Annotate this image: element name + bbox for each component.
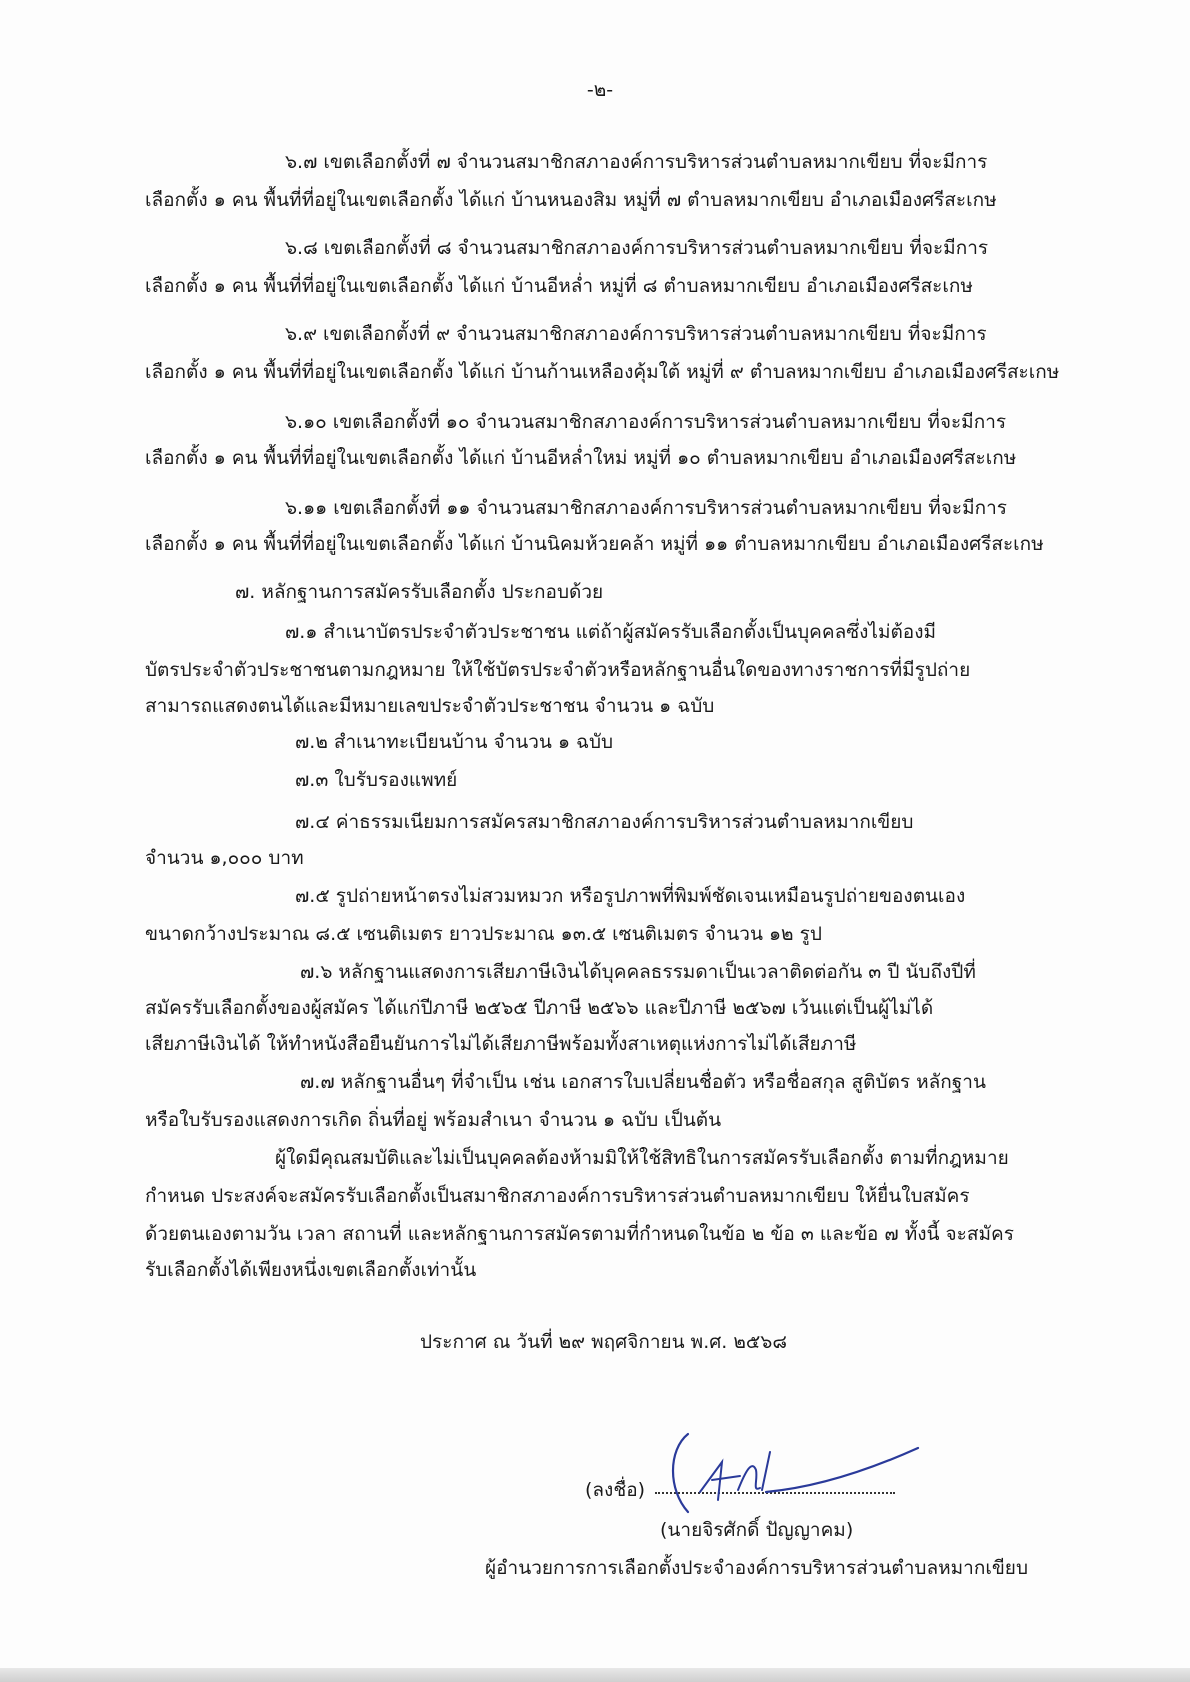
- announce-date: ประกาศ ณ วันที่ ๒๙ พฤศจิกายน พ.ศ. ๒๕๖๘: [420, 1331, 787, 1353]
- section7-heading: ๗. หลักฐานการสมัครรับเลือกตั้ง ประกอบด้วย: [235, 581, 604, 603]
- signer-name: (นายจิรศักดิ์ ปัญญาคม): [660, 1519, 854, 1541]
- zone-7-line1: ๖.๗ เขตเลือกตั้งที่ ๗ จำนวนสมาชิกสภาองค์การบริหารส่วนตำบลหมากเขียบ ที่จะมีการ: [285, 151, 988, 173]
- closing-line3: ด้วยตนเองตามวัน เวลา สถานที่ และหลักฐานการสมัครตามที่กำหนดในข้อ ๒ ข้อ ๓ และข้อ ๗ ทั้งนี้ จะสมัคร: [145, 1223, 1014, 1245]
- zone-9-line1: ๖.๙ เขตเลือกตั้งที่ ๙ จำนวนสมาชิกสภาองค์การบริหารส่วนตำบลหมากเขียบ ที่จะมีการ: [285, 323, 987, 345]
- closing-line4: รับเลือกตั้งได้เพียงหนึ่งเขตเลือกตั้งเท่านั้น: [145, 1259, 477, 1281]
- item-7-1-line3: สามารถแสดงตนได้และมีหมายเลขประจำตัวประชาชน จำนวน ๑ ฉบับ: [145, 695, 715, 717]
- item-7-6-line2: สมัครรับเลือกตั้งของผู้สมัคร ได้แก่ปีภาษี ๒๕๖๕ ปีภาษี ๒๕๖๖ และปีภาษี ๒๕๖๗ เว้นแต่เป็นผู้ไม่ได้: [145, 997, 934, 1019]
- zone-11-line2: เลือกตั้ง ๑ คน พื้นที่ที่อยู่ในเขตเลือกตั้ง ได้แก่ บ้านนิคมห้วยคล้า หมู่ที่ ๑๑ ตำบลหมากเขียบ อำเภอเมืองศรีสะเกษ: [145, 533, 1044, 555]
- zone-10-line2: เลือกตั้ง ๑ คน พื้นที่ที่อยู่ในเขตเลือกตั้ง ได้แก่ บ้านอีหล่ำใหม่ หมู่ที่ ๑๐ ตำบลหมากเขียบ อำเภอเมืองศรีสะเกษ: [145, 447, 1017, 469]
- zone-10-line1: ๖.๑๐ เขตเลือกตั้งที่ ๑๐ จำนวนสมาชิกสภาองค์การบริหารส่วนตำบลหมากเขียบ ที่จะมีการ: [285, 411, 1007, 433]
- zone-11-line1: ๖.๑๑ เขตเลือกตั้งที่ ๑๑ จำนวนสมาชิกสภาองค์การบริหารส่วนตำบลหมากเขียบ ที่จะมีการ: [285, 497, 1008, 519]
- zone-7-line2: เลือกตั้ง ๑ คน พื้นที่ที่อยู่ในเขตเลือกตั้ง ได้แก่ บ้านหนองสิม หมู่ที่ ๗ ตำบลหมากเขียบ อำเภอเมืองศรีสะเกษ: [145, 189, 997, 211]
- page-number: -๒-: [586, 79, 614, 101]
- item-7-4-line1: ๗.๔ ค่าธรรมเนียมการสมัครสมาชิกสภาองค์การบริหารส่วนตำบลหมากเขียบ: [295, 811, 914, 833]
- zone-9-line2: เลือกตั้ง ๑ คน พื้นที่ที่อยู่ในเขตเลือกตั้ง ได้แก่ บ้านก้านเหลืองคุ้มใต้ หมู่ที่ ๙ ตำบลหมากเขียบ อำเภอเมืองศรีสะเกษ: [145, 361, 1060, 383]
- item-7-5-line2: ขนาดกว้างประมาณ ๘.๕ เซนติเมตร ยาวประมาณ ๑๓.๕ เซนติเมตร จำนวน ๑๒ รูป: [145, 923, 822, 945]
- zone-8-line1: ๖.๘ เขตเลือกตั้งที่ ๘ จำนวนสมาชิกสภาองค์การบริหารส่วนตำบลหมากเขียบ ที่จะมีการ: [285, 237, 989, 259]
- zone-8-line2: เลือกตั้ง ๑ คน พื้นที่ที่อยู่ในเขตเลือกตั้ง ได้แก่ บ้านอีหล่ำ หมู่ที่ ๘ ตำบลหมากเขียบ อำเภอเมืองศรีสะเกษ: [145, 275, 973, 297]
- sign-label: (ลงชื่อ): [585, 1479, 646, 1501]
- item-7-6-line1: ๗.๖ หลักฐานแสดงการเสียภาษีเงินได้บุคคลธรรมดาเป็นเวลาติดต่อกัน ๓ ปี นับถึงปีที่: [300, 961, 976, 983]
- item-7-7-line2: หรือใบรับรองแสดงการเกิด ถิ่นที่อยู่ พร้อมสำเนา จำนวน ๑ ฉบับ เป็นต้น: [145, 1109, 722, 1131]
- scan-bottom-edge: [0, 1668, 1190, 1682]
- signer-position: ผู้อำนวยการการเลือกตั้งประจำองค์การบริหารส่วนตำบลหมากเขียบ: [485, 1557, 1029, 1579]
- item-7-2: ๗.๒ สำเนาทะเบียนบ้าน จำนวน ๑ ฉบับ: [295, 731, 614, 753]
- item-7-7-line1: ๗.๗ หลักฐานอื่นๆ ที่จำเป็น เช่น เอกสารใบเปลี่ยนชื่อตัว หรือชื่อสกุล สูติบัตร หลักฐาน: [300, 1071, 986, 1093]
- closing-line1: ผู้ใดมีคุณสมบัติและไม่เป็นบุคคลต้องห้ามมิให้ใช้สิทธิในการสมัครรับเลือกตั้ง ตามที่กฎหมาย: [275, 1147, 1009, 1169]
- item-7-4-line2: จำนวน ๑,๐๐๐ บาท: [145, 847, 304, 869]
- signature-mark: [660, 1430, 960, 1520]
- closing-line2: กำหนด ประสงค์จะสมัครรับเลือกตั้งเป็นสมาชิกสภาองค์การบริหารส่วนตำบลหมากเขียบ ให้ยื่นใบสมัคร: [145, 1185, 970, 1207]
- item-7-6-line3: เสียภาษีเงินได้ ให้ทำหนังสือยืนยันการไม่ได้เสียภาษีพร้อมทั้งสาเหตุแห่งการไม่ได้เสียภาษี: [145, 1033, 857, 1055]
- item-7-1-line1: ๗.๑ สำเนาบัตรประจำตัวประชาชน แต่ถ้าผู้สมัครรับเลือกตั้งเป็นบุคคลซึ่งไม่ต้องมี: [285, 621, 937, 643]
- item-7-3: ๗.๓ ใบรับรองแพทย์: [295, 769, 458, 791]
- item-7-5-line1: ๗.๕ รูปถ่ายหน้าตรงไม่สวมหมวก หรือรูปภาพที่พิมพ์ชัดเจนเหมือนรูปถ่ายของตนเอง: [295, 885, 966, 907]
- item-7-1-line2: บัตรประจำตัวประชาชนตามกฎหมาย ให้ใช้บัตรประจำตัวหรือหลักฐานอื่นใดของทางราชการที่มีรูปถ่าย: [145, 659, 971, 681]
